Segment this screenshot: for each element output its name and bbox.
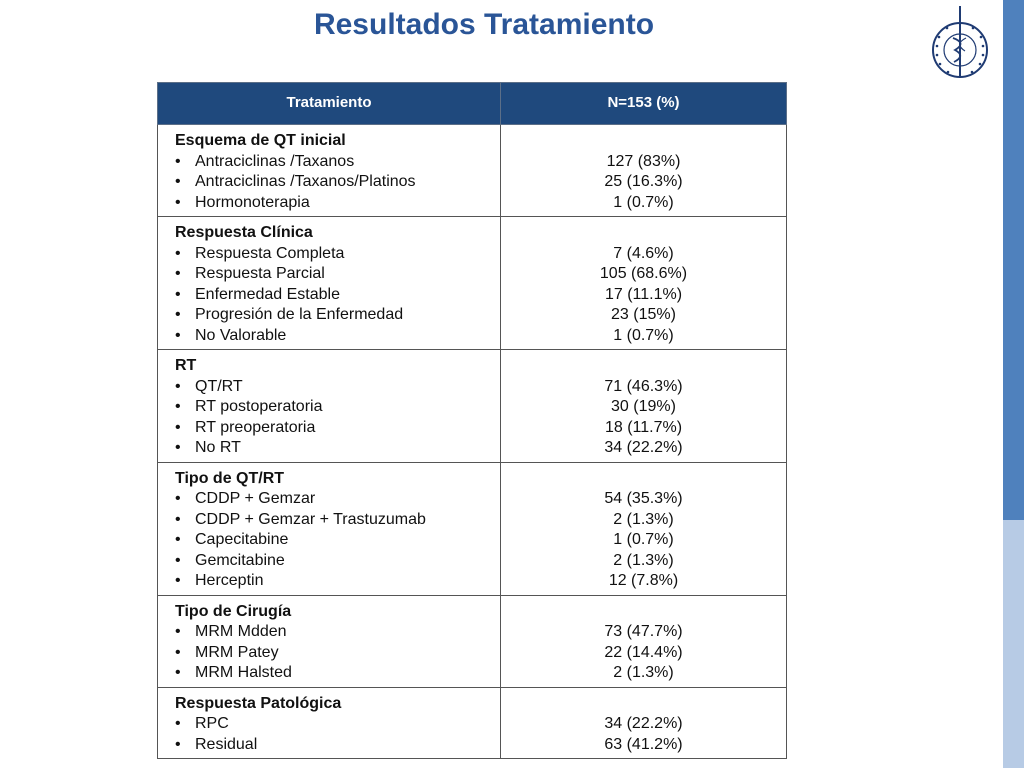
bullet-icon: •	[175, 152, 181, 170]
list-item	[175, 510, 500, 531]
section-label-cell	[158, 350, 501, 463]
item-label: MRM Patey	[195, 643, 279, 661]
item-value: 17 (11.1%)	[604, 285, 683, 303]
section-value-cell	[501, 595, 787, 687]
bullet-icon: •	[175, 510, 181, 528]
value-spacer	[501, 223, 786, 244]
section-value-cell	[501, 462, 787, 595]
section-value-cell	[501, 217, 787, 350]
item-value: 18 (11.7%)	[604, 418, 683, 436]
decorative-side-bar-light	[1003, 520, 1024, 768]
item-value: 2 (1.3%)	[613, 551, 674, 569]
item-value: 2 (1.3%)	[613, 510, 674, 528]
section-label-cell	[158, 462, 501, 595]
list-item	[175, 571, 500, 592]
item-label: MRM Mdden	[195, 623, 287, 640]
header-tratamiento: Tratamiento	[158, 83, 501, 125]
bullet-icon: •	[175, 551, 181, 569]
item-label: RPC	[195, 715, 229, 732]
item-value: 12 (7.8%)	[608, 572, 679, 589]
section-values	[501, 694, 786, 756]
section-value-cell	[501, 125, 787, 217]
section-values	[501, 131, 786, 213]
item-value: 22 (14.4%)	[604, 643, 683, 661]
bullet-icon: •	[175, 285, 181, 303]
item-label: Enfermedad Estable	[195, 285, 340, 303]
item-label: Residual	[195, 735, 258, 753]
item-value: 1 (0.7%)	[613, 531, 674, 548]
item-value: 34 (22.2%)	[604, 715, 683, 732]
section-label-cell	[158, 217, 501, 350]
item-value: 25 (16.3%)	[604, 173, 683, 190]
list-item	[175, 172, 500, 193]
bullet-icon: •	[175, 623, 181, 640]
bullet-icon: •	[175, 572, 181, 589]
item-label: Hormonoterapia	[195, 193, 310, 211]
list-item	[175, 622, 500, 643]
bullet-icon: •	[175, 418, 181, 436]
bullet-icon: •	[175, 326, 181, 344]
section-value-cell	[501, 687, 787, 759]
item-label: RT postoperatoria	[195, 398, 323, 415]
section-label-cell	[158, 687, 501, 759]
bullet-icon: •	[175, 643, 181, 661]
bullet-icon: •	[175, 265, 181, 282]
bullet-icon: •	[175, 398, 181, 415]
section-label-cell	[158, 125, 501, 217]
item-label: QT/RT	[195, 377, 243, 395]
list-item	[175, 735, 500, 756]
section-title: Respuesta Clínica	[175, 224, 313, 241]
item-value: 73 (47.7%)	[604, 623, 683, 640]
list-item	[175, 418, 500, 439]
list-item	[175, 285, 500, 306]
table-body	[158, 125, 787, 759]
bullet-icon: •	[175, 193, 181, 211]
list-item	[175, 305, 500, 326]
list-item	[175, 397, 500, 418]
item-label: Respuesta Completa	[195, 244, 345, 262]
list-item	[175, 551, 500, 572]
item-label: Capecitabine	[195, 531, 289, 548]
value-spacer	[501, 356, 786, 377]
bullet-icon: •	[175, 715, 181, 732]
item-value: 1 (0.7%)	[613, 326, 674, 344]
item-value: 71 (46.3%)	[604, 377, 683, 395]
list-item	[175, 244, 500, 265]
bullet-icon: •	[175, 439, 181, 456]
instituto-nacional-cancerologia-seal-icon	[930, 4, 990, 84]
item-value: 54 (35.3%)	[604, 490, 683, 507]
list-item	[175, 438, 500, 459]
bullet-icon: •	[175, 490, 181, 507]
item-label: No RT	[195, 439, 241, 456]
section-label-cell	[158, 595, 501, 687]
list-item	[175, 643, 500, 664]
item-label: CDDP + Gemzar + Trastuzumab	[195, 510, 426, 528]
table-row	[158, 125, 787, 217]
item-value: 1 (0.7%)	[613, 193, 674, 211]
bullet-icon: •	[175, 377, 181, 395]
list-item	[175, 326, 500, 347]
item-value: 127 (83%)	[606, 152, 681, 170]
item-label: Respuesta Parcial	[195, 265, 325, 282]
item-label: CDDP + Gemzar	[195, 490, 316, 507]
results-table	[157, 82, 787, 759]
header-n: N=153 (%)	[501, 83, 787, 125]
section-title: Tipo de QT/RT	[175, 469, 285, 487]
value-spacer	[501, 131, 786, 152]
list-item	[175, 489, 500, 510]
table-row	[158, 595, 787, 687]
section-title: RT	[175, 357, 197, 374]
section-values	[501, 469, 786, 592]
value-spacer	[501, 602, 786, 623]
item-value: 23 (15%)	[611, 306, 676, 323]
table-header-row	[158, 83, 787, 125]
bullet-icon: •	[175, 173, 181, 190]
bullet-icon: •	[175, 244, 181, 262]
item-label: RT preoperatoria	[195, 418, 316, 436]
decorative-side-bar	[1003, 0, 1024, 768]
section-title: Tipo de Cirugía	[175, 602, 292, 620]
item-label: Herceptin	[195, 572, 264, 589]
item-label: No Valorable	[195, 326, 287, 344]
list-item	[175, 530, 500, 551]
table-row	[158, 350, 787, 463]
list-item	[175, 152, 500, 173]
table-row	[158, 462, 787, 595]
list-item	[175, 193, 500, 214]
item-value: 2 (1.3%)	[613, 664, 674, 681]
bullet-icon: •	[175, 531, 181, 548]
section-values	[501, 602, 786, 684]
section-value-cell	[501, 350, 787, 463]
item-label: Gemcitabine	[195, 551, 285, 569]
value-spacer	[501, 694, 786, 715]
item-value: 105 (68.6%)	[599, 265, 688, 282]
section-title: Esquema de QT inicial	[175, 132, 346, 149]
list-item	[175, 714, 500, 735]
value-spacer	[501, 469, 786, 490]
item-value: 63 (41.2%)	[604, 735, 683, 753]
item-value: 7 (4.6%)	[613, 244, 674, 262]
bullet-icon: •	[175, 664, 181, 681]
table-row	[158, 687, 787, 759]
item-label: Antraciclinas /Taxanos/Platinos	[195, 173, 416, 190]
list-item	[175, 663, 500, 684]
item-label: MRM Halsted	[195, 664, 292, 681]
item-label: Progresión de la Enfermedad	[195, 306, 404, 323]
item-value: 30 (19%)	[611, 398, 676, 415]
item-label: Antraciclinas /Taxanos	[195, 152, 355, 170]
slide-title: Resultados Tratamiento	[313, 8, 655, 41]
table-row	[158, 217, 787, 350]
section-title: Respuesta Patológica	[175, 694, 342, 712]
section-values	[501, 223, 786, 346]
bullet-icon: •	[175, 306, 181, 323]
list-item	[175, 377, 500, 398]
list-item	[175, 264, 500, 285]
bullet-icon: •	[175, 735, 181, 753]
item-value: 34 (22.2%)	[604, 439, 683, 456]
section-values	[501, 356, 786, 459]
